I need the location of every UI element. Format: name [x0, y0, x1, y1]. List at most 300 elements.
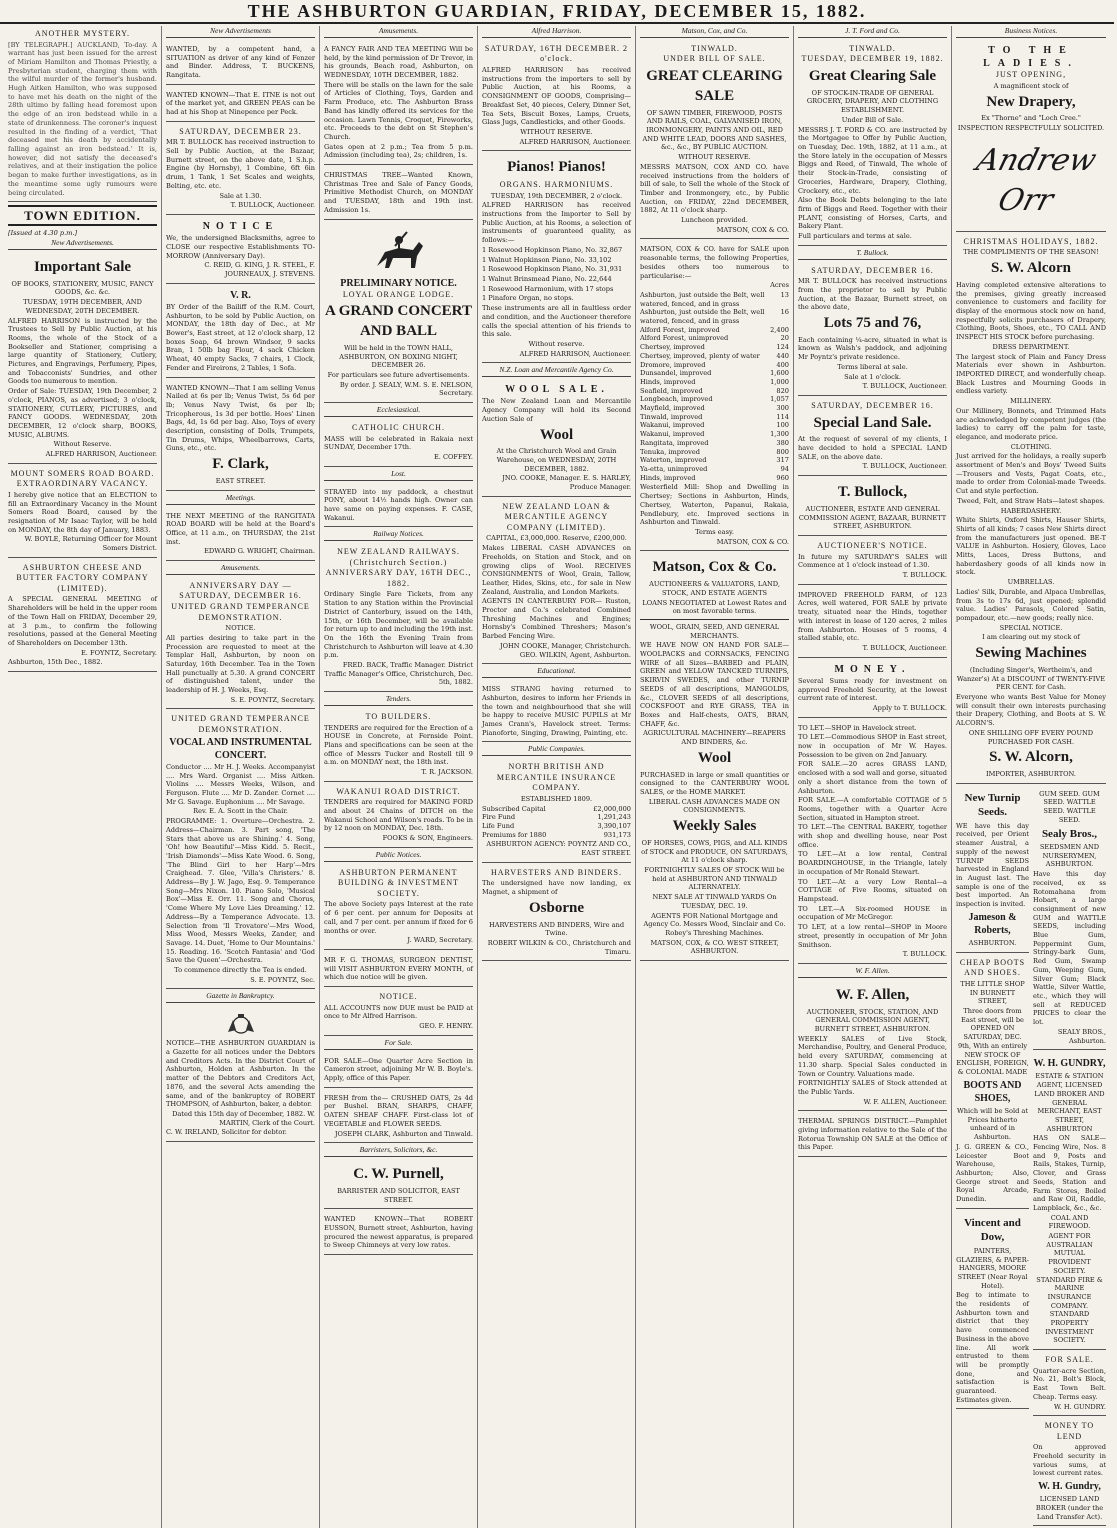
- lots-ad: [798, 263, 947, 396]
- thomas-body: MR F. G. THOMAS, SURGEON DENTIST, will VISIT ASHBURTON EVERY MONTH, of which due notice will be given.: [324, 955, 473, 982]
- sale-order: Order of Sale: TUESDAY, 19th December, 2 o'clock, PIANOS, as advertised; 3 o'clock, STATIONERY, CUTLERY, PICTURES, and FANCY GOODS. WEDNESDAY, 20th DECEMBER, 12 o'clock sharp, BOOKS, MUSIC, ALBUMS.: [8, 387, 157, 439]
- orr-drapery-ad: [956, 41, 1106, 232]
- millinery-body: Our Millinery, Bonnets, and Trimmed Hats are acknowledged by competent judges (the ladies) to carry off the palm for taste, elegance, and moderate price.: [956, 406, 1106, 441]
- issued-time: [Issued at 4.30 p.m.]: [8, 229, 78, 238]
- lots-terms: Terms liberal at sale.: [837, 362, 908, 371]
- concert-ad: [166, 711, 315, 989]
- capital-row: [482, 822, 631, 831]
- masthead-title: THE ASHBURTON GUARDIAN, FRIDAY, DECEMBER 15, 1882.: [247, 0, 867, 21]
- acres-location: Tenuka, improved: [640, 447, 700, 456]
- acres-row: [640, 387, 789, 396]
- alcorn-ad: [956, 234, 1106, 784]
- acres-count: 100: [776, 421, 789, 430]
- sale-title: Important Sale: [33, 258, 132, 275]
- fancy-head: A FANCY FAIR AND TEA MEETING Will be held, by the kind permission of Dr Trevor, in his grounds, Beach road, Ashburton, on WEDNESDAY, 10TH DECEMBER, 1882.: [324, 44, 473, 79]
- nzloan-body: Makes LIBERAL CASH ADVANCES on Freeholds, on Station and Stock, and on growing clips of Wool. RECEIVES CONSIGNMENTS of Wool, Grain, Tallow, Leather, Hides, Skins, etc., for sale in New Zealand, Australia, and London Markets.: [482, 544, 631, 596]
- nzloan-ad: [482, 499, 631, 664]
- tolet-2: TO LET.—Commodious SHOP in East street, now in occupation of Mr W. Hayes. Possession to be given on 2nd January.: [798, 733, 947, 759]
- special-body: At the request of several of my clients, I have decided to hold a SPECIAL LAND SALE, on the above date.: [798, 435, 947, 461]
- clearing-sale-ad: [640, 41, 789, 240]
- acres-location: Ya-etta, unimproved: [640, 465, 708, 473]
- acres-row: [640, 361, 789, 370]
- freehold-sig: T. BULLOCK, Auctioneer.: [862, 643, 947, 652]
- capital-label: Life Fund: [482, 822, 515, 831]
- great-clearing: GREAT CLEARING SALE: [646, 67, 783, 104]
- eccl-head: Ecclesiastical.: [324, 405, 473, 417]
- gum-head: GUM SEED. GUM SEED. WATTLE SEED. WATTLE SEED.: [1039, 789, 1100, 824]
- tolet-3: TO LET.—The CENTRAL BAKERY, together with shop and dwelling house, near Post office.: [798, 823, 947, 849]
- allen-head: W. F. Allen.: [798, 966, 947, 978]
- consignment-ad: [482, 41, 631, 151]
- gundry-ad: [1033, 1052, 1106, 1350]
- strang-body: MISS STRANG having returned to Ashburton, desires to inform her Friends in the town and neighbourhood that she will be happy to receive MUSIC PUPILS at Mr James Crann's, Havelock street. Terms: Pianoforte, Singing, Drawing, Painting, etc.: [482, 685, 631, 737]
- acres-row: [640, 456, 789, 465]
- coal: COAL AND FIREWOOD.: [1048, 1213, 1091, 1231]
- barristers-head: Barristers, Solicitors, &c.: [324, 1145, 473, 1157]
- column-4: [478, 26, 636, 1528]
- forsale-intro: MATSON, COX & CO. have for SALE upon reasonable terms, the following Properties, besides others too numerous to particularise:—: [640, 245, 789, 280]
- turnip-body: WE have this day received, per Orient steamer Austral, a supply of the newest TURNIP SEEDS harvested in England in August last. The sample is one of the best imported. An inspection is invited.: [956, 821, 1029, 909]
- clark-body: WANTED KNOWN—That I am selling Venus Nailed at 6s per lb; Venus Twist, 5s 6d per lb; Venus Navy Twist, 6s per lb; Tricopherous, 1s 3d per bottle. Hoes' Linen Bags, 4d, 1s 6d per bag. Also, Toys of every description, consisting of Dolls, Trumpets, Tin Drums, Whips, Wheelbarrows, Carts, Guns, etc., etc.: [166, 383, 315, 453]
- matson-sig2: MATSON, COX & CO.: [716, 537, 789, 546]
- acres-count: 1,000: [770, 377, 789, 386]
- piano-list: [482, 246, 631, 303]
- column-7: [952, 26, 1110, 1528]
- mass-body: MASS will be celebrated in Rakaia next SUNDAY, December 17th.: [324, 434, 473, 452]
- capital-label: Fire Fund: [482, 813, 516, 822]
- cheese-body: A SPECIAL GENERAL MEETING of Shareholders will be held in the upper room of the Town Hall on FRIDAY, December 29, at 3 p.m., to confirm the following resolutions, passed at the General Meeting of Shareholders on December 13th.: [8, 595, 157, 647]
- nzloan-agents: AGENTS IN CANTERBURY FOR— Ruston, Proctor and Co.'s celebrated Combined Threshing Machines and Engines; Hornsby's Combined Threshers; Mason's Barbed Fencing Wire.: [482, 597, 631, 641]
- ford-tinwald: TINWALD.: [849, 43, 896, 53]
- vincent-role: PAINTERS, GLAZIERS, & PAPER-HANGERS, MOORE STREET (Near Royal Hotel).: [956, 1246, 1029, 1290]
- acres-location: Seafield, improved: [640, 386, 703, 395]
- weekly-title: Weekly Sales: [672, 818, 757, 835]
- notice2-sig: S. E. POYNTZ, Secretary.: [230, 695, 315, 704]
- dress-body: The largest stock of Plain and Fancy Dress Materials ever shown in Ashburton. IMPORTED DIRECT, and wonderfully cheap. Black Lustres and Mourning Goods in endless variety.: [956, 352, 1106, 396]
- forsale-body: FOR SALE—One Quarter Acre Section in Cameron street, adjoining Mr W. B. Boyle's. Apply, office of this Paper.: [324, 1056, 473, 1082]
- hason: HAS ON SALE— Fencing Wire, Nos. 8 and 9, Posts and Rails, Stakes, Turnip, Clover, and Grass Seeds, Station and Farm Stores, Boiled and Raw Oil, Raddle, Lampblack, &c., &c.: [1033, 1134, 1106, 1212]
- columns: [4, 26, 1110, 1521]
- special-land-ad: [798, 398, 947, 476]
- wakanui-sig: FOOKS & SON, Engineers.: [382, 834, 473, 843]
- boots-ad: [956, 955, 1029, 1209]
- boots-sig: J. G. GREEN & CO., Leicester Boot Warehouse, Ashburton; Also, George street and Royal Arcade, Dunedin.: [956, 1142, 1029, 1204]
- road-head: MOUNT SOMERS ROAD BOARD. EXTRAORDINARY VACANCY.: [10, 468, 155, 489]
- pianos-body: ALFRED HARRISON has received instructions from the Importer to Sell by Public Auction, at his Rooms, a selection of instruments of guaranteed quality, as follows:—: [482, 201, 631, 245]
- pianos-sig: ALFRED HARRISON, Auctioneer.: [519, 349, 631, 358]
- gundry-role: ESTATE & STATION AGENT, LICENSED LAND BROKER AND GENERAL MERCHANT, EAST STREET, ASHBURTON: [1034, 1072, 1105, 1133]
- acres-head: Acres: [770, 281, 789, 290]
- wool-sig: JNO. COOKE, Manager. E. S. HARLEY, Produce Manager.: [502, 474, 631, 492]
- sealy-ad: [1033, 786, 1106, 1051]
- compliments: THE COMPLIMENTS OF THE SEASON!: [963, 248, 1099, 257]
- acres-count: 400: [776, 360, 789, 369]
- special-title: Special Land Sale.: [813, 414, 932, 431]
- ladies-head: TO THE LADIES.: [983, 44, 1079, 70]
- grand-concert: A GRAND CONCERT AND BALL: [325, 303, 472, 340]
- column-2: [162, 26, 320, 1528]
- sale-auctioneer: ALFRED HARRISON, Auctioneer.: [45, 450, 157, 459]
- nzloan-capital: CAPITAL, £3,000,000. Reserve, £200,000.: [486, 534, 627, 543]
- wakanui-ad: [324, 784, 473, 848]
- nzr-sig: FRED. BACK, Traffic Manager. District Traffic Manager's Office, Christchurch, Dec. 5th, 1882.: [324, 661, 473, 687]
- lost-head: Lost.: [324, 469, 473, 481]
- mco-name: Matson, Cox & Co.: [652, 559, 777, 576]
- vr-ad: [166, 286, 315, 378]
- acres-row: [640, 413, 789, 422]
- forsale-ad: [324, 1053, 473, 1088]
- notice-names: C. REID, G. KING, J. R. STEEL, F. JOURNEAUX, J. STEVENS.: [204, 261, 315, 278]
- sealy-name: Sealy Bros.,: [1041, 827, 1098, 840]
- forsale-1: FOR SALE.—20 acres GRASS LAND, enclosed with a sod wall and gorse, situated only a short distance from the town of Ashburton.: [798, 760, 947, 795]
- sealy-sig: SEALY BROS., Ashburton.: [1057, 1027, 1106, 1045]
- masthead: [0, 0, 1114, 24]
- alcorn-name: S. W. Alcorn: [990, 260, 1072, 277]
- grand-note: For particulars see future advertisements.: [327, 370, 470, 379]
- gazette-sol: C. W. IRELAND, Solicitor for debtor.: [166, 1128, 287, 1137]
- ford-sale-ad: [798, 41, 947, 246]
- gazette-head: Gazette in Bankruptcy.: [166, 991, 315, 1003]
- acres-count: 960: [776, 473, 789, 482]
- gundry-forsale-ad: [1033, 1352, 1106, 1416]
- lots-sale: Sale at 1 o'clock.: [844, 372, 901, 381]
- money-body: Several Sums ready for investment on approved Freehold Security, at the lowest current rate of interest.: [798, 676, 947, 703]
- forsale-head: For Sale.: [324, 1038, 473, 1050]
- wanted-1: WANTED, by a competent hand, a SITUATION as driver of any kind of Fenzer and Binder. Address, T. BUCKENS, Rangitata.: [166, 44, 315, 79]
- acres-location: Hinds, improved: [640, 473, 696, 482]
- acres-location: Wakanui, improved: [640, 421, 705, 430]
- prelim-head: PRELIMINARY NOTICE.: [340, 277, 457, 289]
- pianos-ad: [482, 153, 631, 363]
- wanted-ad-2: [166, 87, 315, 122]
- thermal-ad: [798, 1113, 947, 1157]
- tweed: Tweed, Felt, and Straw Hats—latest shapes.: [957, 496, 1105, 505]
- gundry-forsale-head: FOR SALE.: [1045, 1355, 1094, 1365]
- lots-date: SATURDAY, DECEMBER 16.: [811, 265, 934, 275]
- acres-row: [640, 378, 789, 387]
- ford-also: Also the Book Debts belonging to the late firm of Biggs and Reed. Together with their PLANT, consisting of Horses, Carts, and Bakery Plant.: [798, 196, 947, 231]
- littleshop: THE LITTLE SHOP IN BURNETT STREET,: [960, 979, 1025, 1006]
- vr-body: BY Order of the Bailiff of the R.M. Court, Ashburton, to be sold by Public Auction, on MONDAY, the 18th day of Dec., at Mr Bower's, East street, at 12 o'clock sharp, 12 boxes Soap, 64 brown Windsor, 9 sacks Bran, 1 50lb bag Flour, 4 sack Chicken Wheat, 40 empty Sacks, 7 chairs, 1 Clock, Fender and Fireirons, 2 Tables, 1 Sofa.: [166, 302, 315, 372]
- tbullock-head: T. Bullock.: [798, 248, 947, 260]
- lunch: Luncheon provided.: [681, 216, 748, 225]
- ex-ships: Ex "Thorne" and "Loch Cree.": [981, 114, 1081, 123]
- alcorn-body: Having completed extensive alterations to the premises, giving greatly increased convenience to customers and facility for display of the enormous stock now on hand, respectfully solicits purchasers of Drapery, Clothing, Boots, Shoes, etc., TO CALL AND INSPECT HIS STOCK before purchasing.: [956, 280, 1106, 342]
- acres-count: 20: [780, 334, 789, 343]
- concert-body: Conductor .... Mr H. J. Weeks. Accompanyist .... Mrs Ward. Organist .... Miss Aitken. Violins .... Messrs Weeks, Wilson, and Ferguson. Flute .... Mr D. Zander. Cornet .... Mr G. Savage. Euphonium .... Mr Savage.: [166, 762, 315, 806]
- grand-sig: By order. J. SEALY, W.M. S. E. NELSON, Secretary.: [339, 380, 473, 398]
- sale-body: ALFRED HARRISON is instructed by the Trustees to Sell by Public Auction, at his Rooms, the whole of the Stock of a Bookseller and Stationer, comprising a large quantity of Stationery, Cutlery, Pictures, and Engravings, Perfumery, Pipes, and Tobacconists' Sundries, and other Goods too numerous to mention.: [8, 316, 157, 386]
- sale-reserve: Without Reserve.: [53, 440, 112, 449]
- sweep-ad: [324, 1211, 473, 1255]
- acres-row: [640, 465, 789, 474]
- acres-row: [640, 395, 789, 404]
- next-sale: NEXT SALE AT TINWALD YARDS On TUESDAY, DEC. 19.: [652, 893, 777, 910]
- turnip-ad: [956, 786, 1029, 953]
- pianos-note: These instruments are all in faultless order and condition, and the Auctioneer therefore calls the special attention of his friends to this sale.: [482, 304, 631, 339]
- vincent-name: Vincent and Dow,: [964, 1216, 1021, 1244]
- acres-row: [640, 352, 789, 361]
- fancy-body: There will be stalls on the lawn for the sale of Articles of Clothing, Toys, Garden and Farm Produce, etc. The Ashburton Brass Band has kindly offered its services for the occasion. Lawn Tennis, Croquet, Fireworks, etc. Proceeds to the debt on St Stephen's Church.: [324, 80, 473, 141]
- railways-ad: [324, 544, 473, 692]
- pianos-date: TUESDAY, 19th DECEMBER, 2 o'clock.: [490, 191, 623, 200]
- lots-intro: MR T. BULLOCK has received instructions from the proprietor to sell by Public Auction, at the Bazaar, Burnett street, on the above date,: [798, 277, 947, 312]
- notice-body: We, the undersigned Blacksmiths, agree to CLOSE our respective Establishments TO-MORROW (Anniversary Day).: [166, 234, 315, 260]
- catholic-head: CATHOLIC CHURCH.: [352, 422, 445, 432]
- matson-sig: MATSON, COX & CO.: [716, 225, 789, 234]
- col6-head: J. T. Ford and Co.: [798, 26, 947, 38]
- umbrellas-head: UMBRELLAS.: [1007, 578, 1055, 587]
- acres-location: Wakanui, improved: [640, 430, 705, 439]
- meetings-head: Meetings.: [166, 493, 315, 505]
- acres-location: Ashburton, just outside the Belt, well watered, fenced, and in grass: [640, 308, 765, 326]
- terms: Terms easy.: [695, 527, 734, 536]
- notice-signature: GEO. F. HENRY.: [419, 1021, 473, 1030]
- important-sale-ad: [8, 253, 157, 464]
- acres-count: 820: [776, 386, 789, 395]
- mystery-body: [BY TELEGRAPH.] AUCKLAND, To-day. A warrant has just been issued for the arrest of Miriam Hamilton and Thomas Priestly, a Presbyterian student, charging them with the wilful murder of the former's husband. Hugh Aitken Hamilton, who was supposed to have met his death on the night of the 28th ultimo by falling head foremost upon the edge of an iron bedstead while in a state of drunkenness. The coroner's inquest resulted in the finding of a verdict, 'That deceased met his death by accidentally falling against an iron bedstead.' It is, however, did not satisfy the deceased's relatives, and at their instigation the police began to make further investigations, as in the meantime some ugly rumours were being circulated.: [8, 40, 157, 197]
- acres-count: 124: [776, 343, 789, 352]
- allen-sig: W. F. ALLEN, Auctioneer.: [863, 1097, 947, 1106]
- acres-location: Hinds, improved: [640, 377, 696, 386]
- acres-count: 1,600: [770, 369, 789, 378]
- wool-sale-ad: [482, 380, 631, 497]
- nzloan-sig: JOHN COOKE, Manager, Christchurch. GEO. WILKIN, Agent, Ashburton.: [499, 641, 631, 659]
- programme: PROGRAMME: 1. Overture—Orchestra. 2. Address—Chairman. 3. Part song, 'The Stars that above us are Shining.' 4. Song, 'Oh! how Beautiful'—Miss Kidd. 5. Recit., 'Irish Diamonds'—Miss Kate Wood. 6. Song, 'The Blind Girl to her Harp'—Mrs Craighead. 7. Glee, 'Villa's Christers.' 8. Address—By J. W. Jago, Esq. 9. Temperance Song—Mrs Nixon. 10. Piano Solo, 'Musical Box'—Miss E. Orr. 11. Song and Chorus, 'Come Where My Love Lies Dreaming.' 12. Address—By a Temperance Advocate. 13. Selection from 'Il Trovatore'—Mrs Wood, Miss Wood, Messrs Weeks, Zander, and Savage. 14. Duet, 'Home to Our Mountains.' 15. Reading. 16. 'Scotch Fantasia' and 'God Save the Queen'—Orchestra.: [166, 817, 315, 965]
- column-1: [4, 26, 162, 1528]
- column-5: [636, 26, 794, 1528]
- vr-head: V. R.: [230, 289, 251, 301]
- money-head: MONEY.: [834, 663, 911, 675]
- capital-value: £2,000,000: [593, 804, 631, 813]
- acres-location: Rangitata, improved: [640, 438, 709, 447]
- acres-count: 1,300: [770, 430, 789, 439]
- tenders-head: Tenders.: [324, 694, 473, 706]
- lodge-head: LOYAL ORANGE LODGE.: [342, 289, 455, 299]
- wool2-title: Wool: [697, 749, 732, 766]
- acres-row: [640, 439, 789, 448]
- properties-ad: [640, 241, 789, 551]
- clothing-body: Just arrived for the holidays, a really superb assortment of Men's and Boys' Tweed Suits—Trousers and Vests, Pagat Coats, etc., made to order from Colonial-made Tweeds. Cut and style perfection.: [956, 452, 1106, 496]
- allen-role: AUCTIONEER, STOCK, STATION, AND GENERAL COMMISSION AGENT, BURNETT STREET, ASHBURTON.: [806, 1007, 939, 1034]
- tinwald: TINWALD.: [691, 43, 738, 53]
- sale-sub: OF BOOKS, STATIONERY, MUSIC, FANCY GOODS, &c. &c.: [11, 279, 154, 297]
- ford-under: Under Bill of Sale.: [841, 115, 904, 124]
- great-of: OF SAWN TIMBER, FIREWOOD, POSTS AND RAILS, COAL, GALVANISED IRON, IRONMONGERY, PAINTS AND OIL, RED AND WHITE LEAD, DOORS AND SASHES, &c., &c., BY PUBLIC AUCTION.: [642, 108, 787, 152]
- special-head: SPECIAL NOTICE.: [999, 623, 1063, 632]
- allen-fort: FORTNIGHTLY SALES of Stock attended at the Public Yards.: [798, 1079, 947, 1096]
- acres-row: [640, 343, 789, 352]
- capital-value: 931,173: [603, 830, 631, 839]
- ashperm-sig: J. WARD, Secretary.: [407, 936, 473, 945]
- notice-head: NOTICE: [202, 220, 279, 232]
- acres-list: [640, 291, 789, 482]
- money-sig: Apply to T. BULLOCK.: [872, 703, 947, 712]
- col5-head: Matson, Cox, and Co.: [640, 26, 789, 38]
- acres-location: Longbeach, improved: [640, 395, 713, 404]
- strayed-ad: [324, 484, 473, 528]
- anniv-head: ANNIVERSARY DAY — SATURDAY, DECEMBER 16.: [179, 580, 302, 601]
- agents: AGENTS FOR National Mortgage and Agency Co. Messrs Wood, Sinclair and Co. Robey's Threshing Machines.: [643, 911, 786, 937]
- jameson-name: Jameson & Roberts,: [968, 911, 1017, 936]
- ford-part: Full particulars and terms at sale.: [798, 232, 912, 241]
- harvest-body: The undersigned have now landing, ex Magnet, a shipment of: [482, 879, 631, 897]
- sealy-body: Have this day received, ex ss Rotomahana from Hobart, a large consignment of new GUM and WATTLE SEEDS, including Blue Gum, Peppermint Gum, Stringy-bark Gum, Red Gum, Swamp Gum, Weeping Gum, Silver Gum; Black Wattle, Silver Wattle, etc., which they will sell at REDUCED PRICES to clear the lot.: [1033, 870, 1106, 1027]
- nzloan-head: NEW ZEALAND LOAN & MERCANTILE AGENCY COMPANY (LIMITED).: [502, 501, 611, 532]
- lots-sig: T. BULLOCK, Auctioneer.: [862, 382, 947, 391]
- piano-item: 1 Rosewood Hopkinson Piano, No. 31,931: [482, 265, 623, 274]
- without: WITHOUT RESERVE.: [678, 153, 751, 162]
- acres-count: 13: [780, 290, 789, 299]
- wool-title: Wool: [539, 426, 574, 443]
- lower-business-grid: [956, 786, 1106, 1528]
- osborne-sub: HARVESTERS AND BINDERS, Wire and Twine.: [488, 920, 625, 938]
- acres-count: 380: [776, 438, 789, 447]
- rail-head: Railway Notices.: [324, 529, 473, 541]
- xmas-body: CHRISTMAS TREE—Wanted Known, Christmas Tree and Sale of Fancy Goods, Primitive Methodist Church, on MONDAY and TUESDAY, 18th and 19th inst. Admission 1s.: [324, 171, 473, 214]
- acres-row: [640, 404, 789, 413]
- shilling-off: ONE SHILLING OFF EVERY POUND PURCHASED FOR CASH.: [968, 728, 1094, 746]
- fancy-gates: Gates open at 2 p.m.; Tea from 5 p.m. Admission (including tea), 2s; children, 1s.: [324, 142, 473, 160]
- anniversary-ad: [166, 578, 315, 710]
- harrison-sig: ALFRED HARRISON, Auctioneer.: [519, 137, 631, 146]
- public-head: Public Notices.: [324, 850, 473, 862]
- matson-company-ad: [640, 553, 789, 961]
- acres-location: Chertsey, improved, plenty of water: [640, 351, 760, 360]
- purnell-role: BARRISTER AND SOLICITOR, EAST STREET.: [337, 1186, 460, 1204]
- concert-head: UNITED GRAND TEMPERANCE DEMONSTRATION.: [171, 714, 310, 734]
- bullock-body: MR T. BULLOCK has received instruction to Sell by Public Auction, at the Bazaar, Burnett street, on the above date, 1 S.h.p. Engine (by Hornsby), 1 Combine, 6ft 6in drum, 1 Tank, 1 Set Scales and weights, Belting, etc. etc.: [166, 138, 315, 190]
- haber-head: HABERDASHERY.: [1000, 506, 1062, 515]
- gundry-money-ad: [1033, 1418, 1106, 1526]
- clark-ad: [166, 380, 315, 491]
- special-sig: T. BULLOCK, Auctioneer.: [862, 462, 947, 471]
- new-ads-head: New Advertisements.: [8, 238, 157, 250]
- col7-head: Business Notices.: [956, 26, 1106, 38]
- lots-title: Lots 75 and 76,: [823, 314, 922, 331]
- tolet-sig: T. BULLOCK.: [902, 950, 947, 959]
- acres-count: 2,400: [770, 325, 789, 334]
- cheese-ad: [8, 560, 157, 672]
- cheese-head: ASHBURTON CHEESE AND BUTTER FACTORY COMPANY (LIMITED).: [16, 562, 149, 593]
- nzr-body: Ordinary Single Fare Tickets, from any Station to any Station within the Provincial District of Canterbury, issued on the 14th, 15th, or 16th December, will be available for return up to and including the 19th inst. On the 16th the Evening Train from Christchurch to Ashburton will leave at 4.30 p.m.: [324, 590, 473, 660]
- wanted-2: WANTED KNOWN—That E. ITNE is not out of the market yet, and GREEN PEAS can be had at his Shop at Ninepence per Peck.: [166, 90, 315, 117]
- machinery: AGRICULTURAL MACHINERY—REAPERS AND BINDERS, &c.: [643, 729, 786, 747]
- forsale-2: FOR SALE.—A comfortable COTTAGE of 5 Rooms, together with a Quarter Acre Section, situated in Hampton street.: [798, 796, 947, 822]
- weekly-of: OF HORSES, COWS, PIGS, and ALL KINDS of STOCK and PRODUCE, ON SATURDAYS, At 11 o'clock sharp.: [641, 838, 788, 865]
- wool-body: The New Zealand Loan and Mercantile Agency Company will hold its Second Auction Sale of: [482, 397, 631, 423]
- fortnight: FORTNIGHTLY SALES OF STOCK Will be held at ASHBURTON AND TINWALD ALTERNATELY.: [644, 866, 785, 892]
- lower-right: [1033, 786, 1106, 1528]
- just-opening: JUST OPENING,: [995, 70, 1067, 80]
- acres-count: 300: [776, 404, 789, 413]
- notice2-body: All parties desiring to take part in the Procession are requested to meet at the Templar Hall, Ashburton, by noon on Saturday, 16th December. Tea in the Town Hall punctually at 5.30. A grand CONCERT of distinguished talent, under the leadership of H. J. Weeks, Esq.: [166, 633, 315, 695]
- meeting-body: THE NEXT MEETING of the RANGITATA ROAD BOARD will be held at the Board's Office, at 11 a.m., on THURSDAY, the 21st inst.: [166, 511, 315, 546]
- boots-sub: Which will be Sold at Prices hitherto unheard of in Ashburton.: [957, 1107, 1028, 1142]
- freehold-ad: [798, 587, 947, 658]
- lower-left: [956, 786, 1029, 1528]
- under-bill: UNDER BILL OF SALE.: [663, 54, 766, 64]
- xmas-tree-ad: [324, 167, 473, 220]
- acres-row: [640, 369, 789, 378]
- piano-item: 1 Walnut Brinsmead Piano, No. 22,644: [482, 274, 612, 283]
- acres-location: Waterton, improved: [640, 456, 707, 465]
- matson-body: MESSRS MATSON, COX AND CO. have received instructions from the holders of bill of sale, to Sell the whole of the Stock of Timber and Ironmongery, etc., by Public Auction, on FRIDAY, 22nd DECEMBER, 1882, At 11 o'clock sharp.: [640, 162, 789, 215]
- wool-merch: WOOL, GRAIN, SEED, AND GENERAL MERCHANTS.: [649, 622, 780, 640]
- bullock-sale: Sale at 1.30.: [219, 191, 262, 200]
- cheap-head: CHEAP BOOTS AND SHOES.: [959, 957, 1026, 978]
- mystery-headline: ANOTHER MYSTERY.: [35, 29, 130, 38]
- insurance-ad: [482, 759, 631, 863]
- ford-body: MESSRS J. T. FORD & CO. are instructed by the Mortgagee to Offer by Public Auction, on Tuesday, Dec. 19th, 1882, at 11 a.m., at the Store lately in the occupation of Messrs Biggs and Reed, of Tinwald, The whole of their Stock-in-Trade, consisting of Groceries, Hardware, Drapery, Clothing, Crockery, etc., etc.: [798, 125, 947, 195]
- allen-name: W. F. Allen,: [835, 986, 910, 1003]
- acres-row: [640, 291, 789, 308]
- gundry-forsale-body: Quarter-acre Section, No. 21, Bolt's Block, East Town Belt. Cheap. Terms easy.: [1033, 1366, 1106, 1401]
- loans: LOANS NEGOTIATED at Lowest Rates and on most favorable terms.: [642, 598, 787, 616]
- column-3: [320, 26, 478, 1528]
- mystery-article: [8, 26, 157, 202]
- nzr-head: NEW ZEALAND RAILWAYS. (Christchurch Section.): [337, 547, 460, 567]
- money-ad: [798, 660, 947, 718]
- tolet-1: TO LET.—SHOP in Havelock street.: [798, 723, 917, 732]
- fresh-ad: [324, 1090, 473, 1144]
- meeting-ad: [166, 508, 315, 562]
- nz-head: N.Z. Loan and Mercantile Agency Co.: [482, 365, 631, 377]
- clark-name: F. Clark,: [212, 456, 269, 473]
- sewing-sub: (Including Singer's, Wertheim's, and Wanzer's) At a DISCOUNT of TWENTY-FIVE PER CENT. for Cash.: [956, 665, 1106, 692]
- sweep-body: WANTED KNOWN—That ROBERT EUSSON, Burnett street, Ashburton, having procured the newest apparatus, is prepared to Sweep Chimneys at very low rates.: [324, 1215, 473, 1250]
- littleshop-body: Three doors from East street, will be OPENED ON SATURDAY, DEC. 9th, With an entirely NEW STOCK OF ENGLISH, FOREIGN, & COLONIAL MADE: [956, 1007, 1029, 1076]
- strang-ad: [482, 681, 631, 742]
- nbm-head: NORTH BRITISH AND MERCANTILE INSURANCE COMPANY.: [496, 762, 617, 793]
- acres-count: 94: [780, 465, 789, 473]
- harrison-body: ALFRED HARRISON has received instructions from the importers to sell by Public Auction, at his Rooms, a CONSIGNMENT OF GOODS, Comprising— Breakfast Set, 40 pieces, Celery, Dinner Set, Tea Sets, Biscuit Boxes, Lamps, Cruets, Glass Jugs, Candlesticks, and other Goods.: [482, 65, 631, 127]
- sale-date: TUESDAY, 19TH DECEMBER, AND WEDNESDAY, 20TH DECEMBER.: [23, 298, 142, 315]
- tb2-name: T. Bullock,: [837, 484, 908, 501]
- acres-location: Dunsandel, improved: [640, 369, 712, 378]
- clearing: I am clearing out my stock of: [982, 633, 1080, 642]
- tolet-ads: [798, 720, 947, 964]
- alcorn-name-2: S. W. Alcorn,: [989, 749, 1073, 766]
- capital-row: [482, 805, 631, 814]
- millinery-head: MILLINERY.: [1010, 397, 1052, 406]
- acres-location: Ashburton, just outside the Belt, well watered, fenced, and in grass: [640, 290, 765, 308]
- auct-head: AUCTIONEER'S NOTICE.: [817, 541, 928, 551]
- auct-body: In future my SATURDAY'S SALES will Commence at 1 o'clock instead of 1.30.: [798, 552, 947, 570]
- harrison-date: SATURDAY, 16TH DECEMBER. 2 o'clock.: [484, 43, 629, 64]
- end-sig: MATSON, COX, & CO. WEST STREET, ASHBURTON.: [650, 938, 779, 956]
- fresh-body: FRESH from the— CRUSHED OATS, 2s 4d per Bushel. BRAN, SHARPS, CHAFF, OATEN SHEAF CHAFF. First-class lot of VEGETABLE and FLOWER SEEDS.: [324, 1093, 473, 1128]
- ashperm-body: The above Society pays Interest at the rate of 6 per cent. per annum for Deposits at call, and 7 per cent. per annum if fixed for 6 months or over.: [324, 900, 473, 935]
- cheese-sig: E. FOYNTZ, Secretary.: [80, 648, 157, 657]
- catholic-ad: [324, 420, 473, 467]
- fancy-fair-ad: [324, 41, 473, 165]
- capital-value: 1,291,243: [597, 813, 631, 822]
- nbm-sig: ASHBURTON AGENCY: POYNTZ AND CO., EAST STREET.: [486, 840, 631, 858]
- inspection: INSPECTION RESPECTFULLY SOLICITED.: [957, 124, 1105, 133]
- builders-head: TO BUILDERS.: [365, 712, 432, 722]
- xmas-head: CHRISTMAS HOLIDAYS, 1882.: [963, 236, 1099, 246]
- acres-row: [640, 421, 789, 430]
- umbrellas-body: Ladies' Silk, Durable, and Alpaca Umbrellas, from 3s to 17s 6d, just opened; splendid value. Ladies' Parasols, Colored Satin, pompadour, etc.—new goods; really nice.: [956, 587, 1106, 622]
- blacksmith-notice: [166, 217, 315, 284]
- nbm-established: ESTABLISHED 1809.: [520, 794, 593, 803]
- acres-count: 800: [776, 447, 789, 456]
- accounts-notice: [324, 989, 473, 1036]
- building-society-ad: [324, 865, 473, 950]
- wool-sale-title: WOOL SALE.: [505, 384, 608, 396]
- sealy-role: SEEDSMEN AND NURSERYMEN, ASHBURTON.: [1039, 843, 1100, 869]
